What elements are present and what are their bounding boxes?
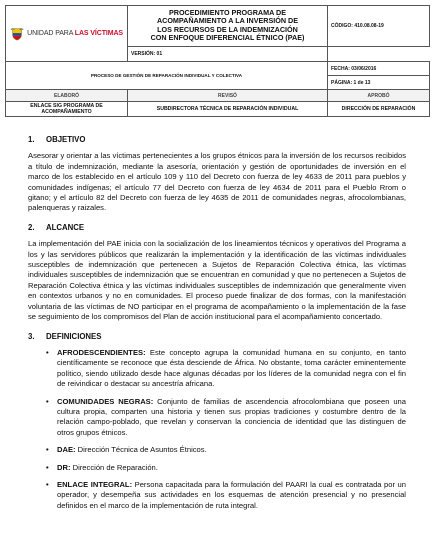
document-date: FECHA: 03/06/2016 <box>331 65 377 72</box>
definition-item <box>46 397 406 439</box>
bullet-icon: • <box>46 396 49 406</box>
definition-term: DR: <box>57 462 71 472</box>
definition-item <box>46 480 406 511</box>
document-code: CÓDIGO: 410.08.08-19 <box>331 22 384 29</box>
section-number: 3. <box>28 331 35 341</box>
definition-item <box>46 445 406 455</box>
document-header-table <box>5 5 430 117</box>
definition-text: Este concepto agrupa la comunidad humana en su conjunto, en tanto científicamente se reconoce que ésta desciende de África. No obstante, toma carácter eminentemente político, siendo utilizado desde hace algunas décadas por los líderes de la comunidad negra con el fin de reivindicar o destacar su ancestría africana. <box>57 347 406 389</box>
signature-header-row <box>6 90 430 102</box>
section-heading-objetivo <box>28 135 406 145</box>
document-version: VERSIÓN: 01 <box>131 50 163 57</box>
section-number: 1. <box>28 135 35 144</box>
definition-term: ENLACE INTEGRAL: <box>57 479 133 489</box>
elaboro-header: ELABORÓ <box>6 90 128 102</box>
section-title: ALCANCE <box>46 222 85 232</box>
unidad-victimas-logo <box>10 26 123 42</box>
bullet-icon: • <box>46 479 49 489</box>
bullet-icon: • <box>46 347 49 357</box>
logo-cell <box>6 6 128 62</box>
section-title: DEFINICIONES <box>46 331 102 341</box>
definition-item <box>46 463 406 473</box>
page-cell <box>328 76 430 90</box>
reviso-value: SUBDIRECTORA TÉCNICA DE REPARACIÓN INDIVIDUAL <box>128 102 328 117</box>
page-number: PÁGINA: 1 de 13 <box>331 79 371 86</box>
definitions-list <box>46 348 406 511</box>
section-number: 2. <box>28 222 35 232</box>
section-heading-alcance <box>28 223 406 233</box>
aprobo-header: APROBÓ <box>328 90 430 102</box>
document-body <box>28 135 406 518</box>
section-title: OBJETIVO <box>46 135 86 144</box>
definition-text: Dirección Técnica de Asuntos Étnicos. <box>75 445 207 455</box>
title-line: CON ENFOQUE DIFERENCIAL ÉTNICO (PAE) <box>150 33 305 43</box>
logo-text-plain: UNIDAD PARA <box>27 30 75 37</box>
section-heading-definiciones <box>28 332 406 342</box>
coat-of-arms-icon <box>10 26 24 42</box>
definition-term: COMUNIDADES NEGRAS: <box>57 396 154 406</box>
title-line: PROCEDIMIENTO PROGRAMA DE <box>168 7 286 17</box>
version-cell <box>128 46 328 62</box>
title-line: ACOMPAÑAMIENTO A LA INVERSIÓN DE <box>156 16 299 26</box>
elaboro-value: ENLACE SIG PROGRAMA DE ACOMPAÑAMIENTO <box>6 102 128 117</box>
objetivo-paragraph: Asesorar y orientar a las víctimas pertenecientes a los grupos étnicos para la inversión de los recursos recibidos a título de indemnización, mediante la asesoría, orientación y gestión de oportunidades de inversión en el marco de los establecido en el artículo 109 y 110 del Decreto con fuerza de ley 4633 de 2011 para pueblos y comunidades indígenas; el artículo 77 del Decreto con fuerza de ley 4634 de 2011 para el Pueblo Rrom o gitano; y el artículo 82 del Decreto con fuerza de ley 4635 de 2011 de comunidades negras, afrocolombianas, palenqueras y raizales. <box>28 151 406 213</box>
reviso-header: REVISÓ <box>128 90 328 102</box>
bullet-icon: • <box>46 462 49 472</box>
bullet-icon: • <box>46 445 49 455</box>
title-cell <box>128 6 328 47</box>
date-cell <box>328 62 430 76</box>
process-name-cell <box>6 62 328 90</box>
logo-wordmark <box>27 30 123 37</box>
code-cell <box>328 6 430 47</box>
title-line: LOS RECURSOS DE LA INDEMNIZACIÓN <box>157 24 298 34</box>
definition-item <box>46 348 406 390</box>
document-title <box>130 9 325 43</box>
definition-term: DAE: <box>57 445 76 455</box>
definition-text: Conjunto de familias de ascendencia afrocolombiana que poseen una cultura propia, comparten una historia y tienen sus propias tradiciones y costumbre dentro de la relación campo-poblado, que revelan y conservan la conciencia de identidad que las distinguen de otros grupos étnicos. <box>57 396 406 437</box>
definition-text: Dirección de Reparación. <box>70 462 158 472</box>
process-name: PROCESO DE GESTIÓN DE REPARACIÓN INDIVIDUAL Y COLECTIVA <box>90 73 243 78</box>
aprobo-value: DIRECCIÓN DE REPARACIÓN <box>328 102 430 117</box>
signature-value-row <box>6 102 430 117</box>
definition-text: Persona capacitada para la formulación del PAARI la cual es contratada por un operador, y desempeña sus actividades en los esquemas de atención presencial y no presencial definidos en el marco de la implementación de ruta integral. <box>57 479 407 510</box>
definition-term: AFRODESCENDIENTES: <box>57 347 146 357</box>
alcance-paragraph: La implementación del PAE inicia con la socialización de los lineamientos técnicos y operativos del Programa a los y las servidores públicos que realizarán la implementación y la identificación de las víctimas individuales susceptibles de indemnización que pertenecen a Sujetos de Reparación Colectiva étnica, las víctimas individuales susceptibles de indemnización que se encuentran en comunidad y que no pertenecen a Sujetos de Reparación Colectiva étnica y las víctimas individuales susceptibles de indemnización que generalmente viven en contextos urbanos y no en comunidades. El proceso puede finalizar de dos formas, con la manifestación voluntaria de las víctimas de NO participar en el programa de acompañamiento o la implementación de la fase se seguimiento de los compromisos del Plan de acción institucional para el acompañamiento concertado. <box>28 239 406 322</box>
logo-text-red: LAS VÍCTIMAS <box>74 30 123 37</box>
